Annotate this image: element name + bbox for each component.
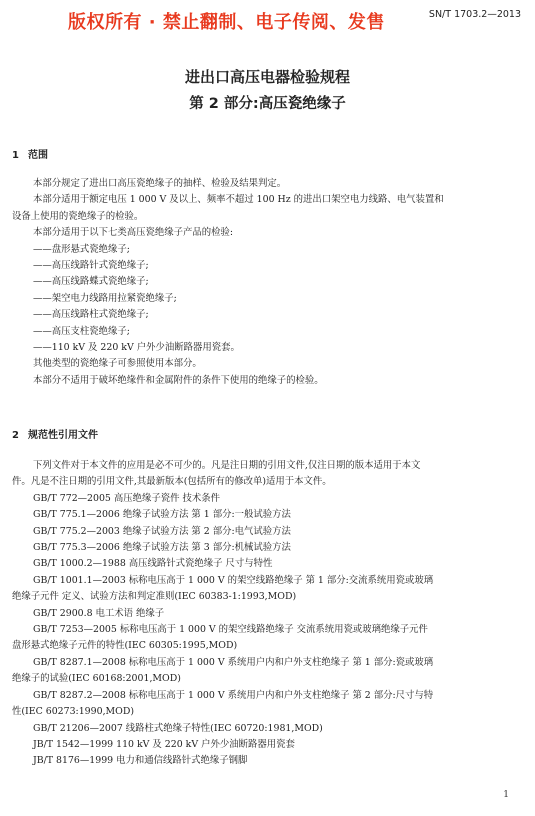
text-line: 其他类型的瓷绝缘子可参照使用本部分。: [33, 358, 202, 370]
reference-item: GB/T 21206—2007 线路柱式绝缘子特性(IEC 60720:1981,MOD): [33, 722, 323, 734]
list-item: ——高压线路针式瓷绝缘子;: [33, 260, 149, 272]
reference-item-continued: 性(IEC 60273:1990,MOD): [12, 706, 135, 718]
text-line: 本部分适用于额定电压 1 000 V 及以上、频率不超过 100 Hz 的进出口架空电力线路、电气装置和: [33, 194, 444, 206]
section-number: 2: [12, 430, 19, 441]
section-title: 范围: [28, 150, 48, 161]
list-item: ——高压支柱瓷绝缘子;: [33, 325, 130, 337]
standard-number: SN/T 1703.2—2013: [428, 9, 521, 20]
section-2-body: [12, 458, 524, 770]
document-title: 进出口高压电器检验规程: [184, 68, 350, 86]
page-number: 1: [503, 790, 509, 800]
reference-item: GB/T 1000.2—1988 高压线路针式瓷绝缘子 尺寸与特性: [33, 558, 273, 570]
text-line: 本部分适用于以下七类高压瓷绝缘子产品的检验:: [33, 227, 234, 239]
reference-item: GB/T 772—2005 高压绝缘子瓷件 技术条件: [33, 492, 220, 504]
copyright-watermark: 版权所有 · 禁止翻制、电子传阅、发售: [68, 12, 385, 33]
list-item: ——架空电力线路用拉紧瓷绝缘子;: [33, 292, 177, 304]
reference-item: GB/T 775.1—2006 绝缘子试验方法 第 1 部分:一般试验方法: [33, 509, 291, 521]
section-title: 规范性引用文件: [28, 430, 98, 441]
reference-item: GB/T 775.3—2006 绝缘子试验方法 第 3 部分:机械试验方法: [33, 542, 291, 554]
text-line: 下列文件对于本文件的应用是必不可少的。凡是注日期的引用文件,仅注日期的版本适用于本文: [33, 460, 421, 471]
reference-item-continued: 盘形悬式绝缘子元件的特性(IEC 60305:1995,MOD): [12, 640, 238, 652]
list-item: ——盘形悬式瓷绝缘子;: [33, 243, 130, 255]
reference-item: GB/T 8287.2—2008 标称电压高于 1 000 V 系统用户内和户外支柱绝缘子 第 2 部分:尺寸与特: [33, 689, 434, 701]
list-item: ——高压线路蝶式瓷绝缘子;: [33, 276, 149, 288]
reference-item: GB/T 775.2—2003 绝缘子试验方法 第 2 部分:电气试验方法: [33, 525, 291, 537]
reference-item: JB/T 8176—1999 电力和通信线路针式绝缘子钢脚: [33, 755, 248, 767]
reference-item: GB/T 2900.8 电工术语 绝缘子: [33, 607, 165, 619]
list-item: ——高压线路柱式瓷绝缘子;: [33, 309, 149, 321]
section-number: 1: [12, 150, 19, 161]
reference-item: GB/T 8287.1—2008 标称电压高于 1 000 V 系统用户内和户外支柱绝缘子 第 1 部分:瓷或玻璃: [33, 656, 434, 668]
reference-item: JB/T 1542—1999 110 kV 及 220 kV 户外少油断路器用瓷套: [33, 738, 295, 750]
text-line: 件。凡是不注日期的引用文件,其最新版本(包括所有的修改单)适用于本文件。: [12, 476, 332, 488]
text-line: 本部分不适用于破坏绝缘件和金属附件的条件下使用的绝缘子的检验。: [33, 374, 324, 386]
section-2-heading: [12, 426, 98, 441]
document-subtitle: 第 2 部分:高压瓷绝缘子: [189, 96, 346, 112]
text-line: 本部分规定了进出口高压瓷绝缘子的抽样、检验及结果判定。: [33, 178, 287, 189]
reference-item: GB/T 7253—2005 标称电压高于 1 000 V 的架空线路绝缘子 交流系统用瓷或玻璃绝缘子元件: [33, 624, 428, 636]
section-1-body: [12, 176, 524, 389]
reference-item-continued: 绝缘子的试验(IEC 60168:2001,MOD): [12, 673, 181, 685]
text-line: 设备上使用的瓷绝缘子的检验。: [12, 210, 144, 222]
reference-item: GB/T 1001.1—2003 标称电压高于 1 000 V 的架空线路绝缘子 第 1 部分:交流系统用瓷或玻璃: [33, 574, 434, 586]
reference-item-continued: 绝缘子元件 定义、试验方法和判定准则(IEC 60383-1:1993,MOD): [12, 591, 297, 603]
list-item: ——110 kV 及 220 kV 户外少油断路器用瓷套。: [33, 342, 240, 354]
section-1-heading: [12, 146, 48, 161]
